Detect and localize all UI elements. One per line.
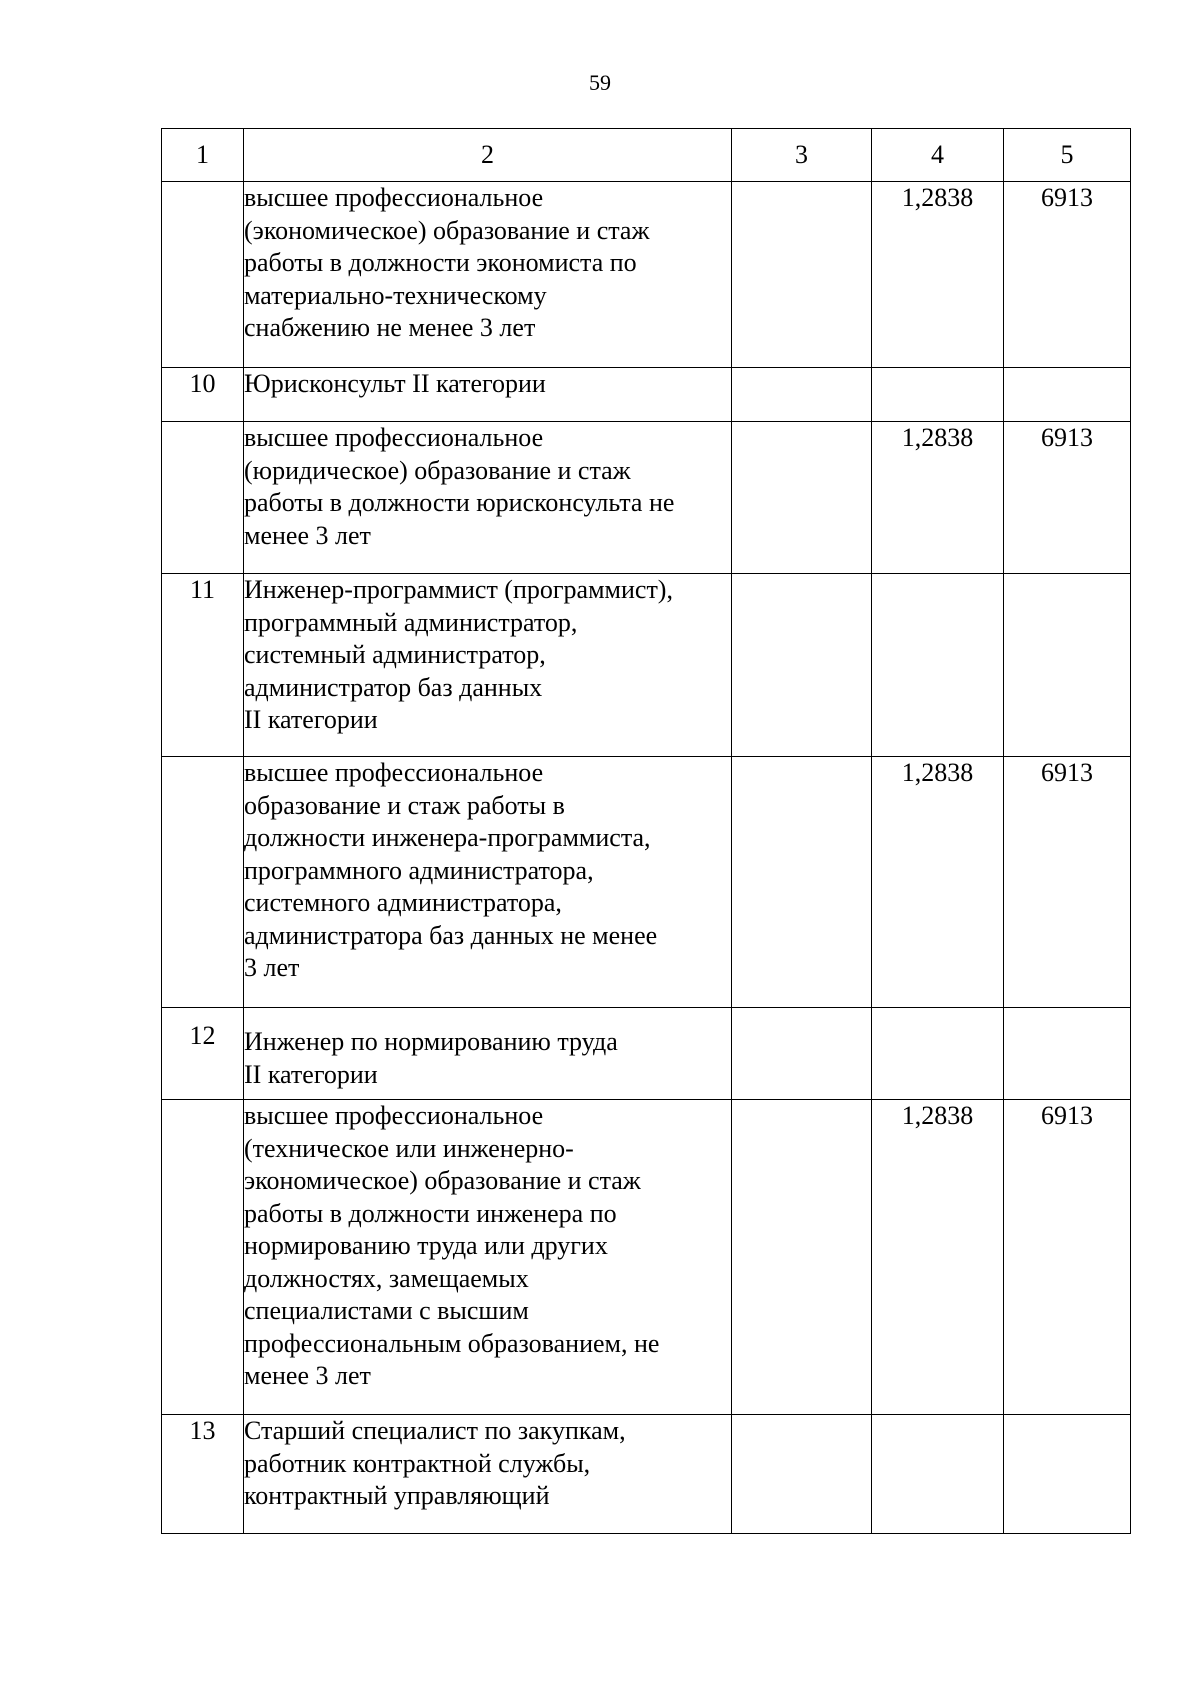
page-number: 59: [589, 70, 611, 95]
row-number: 11: [162, 574, 244, 757]
table-row: [162, 182, 1131, 368]
salary-value: 6913: [1004, 1100, 1131, 1415]
row-number: [162, 1100, 244, 1415]
row-number: [162, 182, 244, 368]
column-3-value: [732, 422, 872, 574]
salary-value: 6913: [1004, 757, 1131, 1008]
row-number: 12: [162, 1008, 244, 1100]
salary-value: 6913: [1004, 422, 1131, 574]
column-header: 4: [872, 129, 1004, 182]
row-number: 13: [162, 1415, 244, 1534]
row-number: 10: [162, 368, 244, 422]
position-title: Инженер по нормированию труда II категории: [244, 1008, 732, 1100]
salary-value: [1004, 574, 1131, 757]
column-header: 1: [162, 129, 244, 182]
column-3-value: [732, 368, 872, 422]
coefficient-value: 1,2838: [872, 1100, 1004, 1415]
table-row: [162, 757, 1131, 1008]
position-description: высшее профессиональное (юридическое) образование и стаж работы в должности юрисконсульта не менее 3 лет: [244, 422, 732, 574]
coefficient-value: [872, 368, 1004, 422]
salary-value: [1004, 1008, 1131, 1100]
salary-value: [1004, 368, 1131, 422]
position-title: Инженер-программист (программист), программный администратор, системный администратор, администратор баз данных II категории: [244, 574, 732, 757]
table-row: [162, 368, 1131, 422]
coefficient-value: 1,2838: [872, 422, 1004, 574]
column-3-value: [732, 1008, 872, 1100]
table-header-row: [162, 129, 1131, 182]
column-header: 5: [1004, 129, 1131, 182]
position-description: высшее профессиональное (экономическое) образование и стаж работы в должности экономиста по материально-техническому снабжению не менее 3 лет: [244, 182, 732, 368]
position-title: Старший специалист по закупкам, работник контрактной службы, контрактный управляющий: [244, 1415, 732, 1534]
column-header: 2: [244, 129, 732, 182]
coefficient-value: 1,2838: [872, 182, 1004, 368]
coefficient-value: [872, 574, 1004, 757]
table-row: [162, 1100, 1131, 1415]
salary-value: [1004, 1415, 1131, 1534]
position-description: высшее профессиональное (техническое или инженерно- экономическое) образование и стаж работы в должности инженера по нормированию труда или других должностях, замещаемых специалистами с высшим профессиональным образованием, не менее 3 лет: [244, 1100, 732, 1415]
column-3-value: [732, 1100, 872, 1415]
table-row: [162, 574, 1131, 757]
coefficient-value: 1,2838: [872, 757, 1004, 1008]
column-3-value: [732, 1415, 872, 1534]
position-description: высшее профессиональное образование и стаж работы в должности инженера-программиста, программного администратора, системного администратора, администратора баз данных не менее 3 лет: [244, 757, 732, 1008]
table-row: [162, 1008, 1131, 1100]
column-3-value: [732, 182, 872, 368]
coefficient-value: [872, 1008, 1004, 1100]
position-title: Юрисконсульт II категории: [244, 368, 732, 422]
column-header: 3: [732, 129, 872, 182]
coefficient-value: [872, 1415, 1004, 1534]
positions-table: [161, 128, 1131, 1534]
salary-value: 6913: [1004, 182, 1131, 368]
row-number: [162, 757, 244, 1008]
column-3-value: [732, 574, 872, 757]
table-row: [162, 1415, 1131, 1534]
column-3-value: [732, 757, 872, 1008]
table-row: [162, 422, 1131, 574]
row-number: [162, 422, 244, 574]
